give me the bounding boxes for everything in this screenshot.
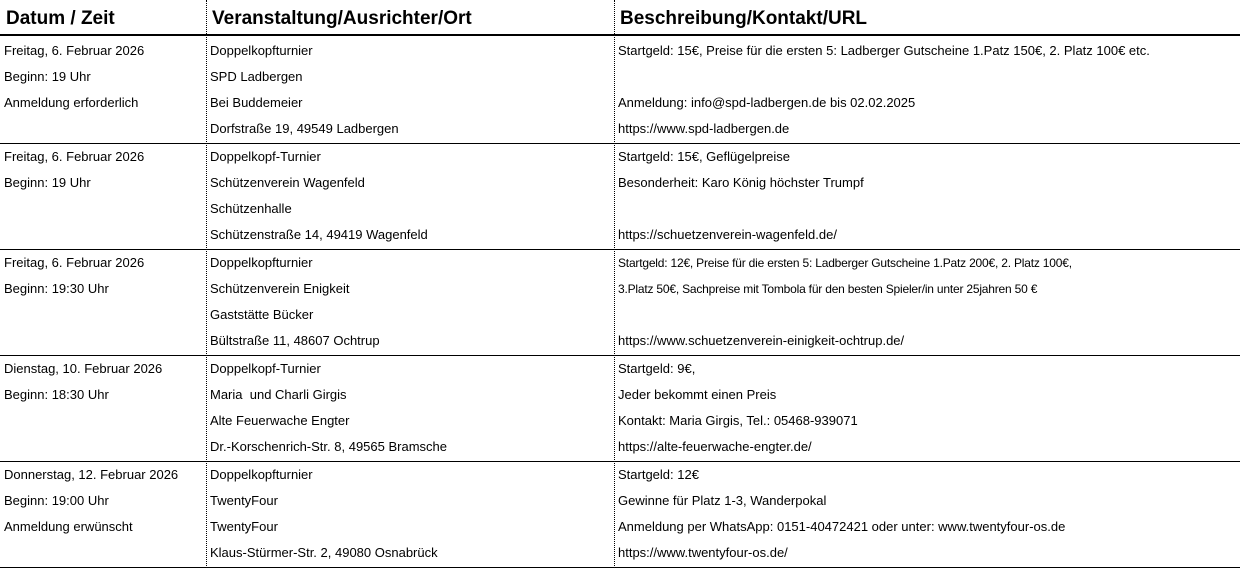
header-beschreibung: Beschreibung/Kontakt/URL xyxy=(620,8,868,29)
event-line: Dorfstraße 19, 49549 Ladbergen xyxy=(210,121,399,136)
event-line: Doppelkopfturnier xyxy=(210,467,313,482)
event-line: Dr.-Korschenrich-Str. 8, 49565 Bramsche xyxy=(210,439,447,454)
event-line: TwentyFour xyxy=(210,493,278,508)
event-row xyxy=(0,356,1240,462)
desc-line: Startgeld: 9€, xyxy=(618,361,696,376)
event-line: Gaststätte Bücker xyxy=(210,307,314,322)
event-line: SPD Ladbergen xyxy=(210,69,303,84)
event-line: Doppelkopf-Turnier xyxy=(210,361,321,376)
date-line: Freitag, 6. Februar 2026 xyxy=(4,255,145,270)
desc-line xyxy=(618,64,1238,90)
header-datum-zeit: Datum / Zeit xyxy=(6,8,115,29)
date-line xyxy=(4,408,202,434)
desc-line: Kontakt: Maria Girgis, Tel.: 05468-939071 xyxy=(618,413,858,428)
desc-line xyxy=(618,196,1238,222)
desc-line: Startgeld: 15€, Geflügelpreise xyxy=(618,149,790,164)
event-row xyxy=(0,144,1240,250)
event-line: Klaus-Stürmer-Str. 2, 49080 Osnabrück xyxy=(210,545,438,560)
desc-line: Jeder bekommt einen Preis xyxy=(618,387,777,402)
desc-line: Startgeld: 15€, Preise für die ersten 5: Ladberger Gutscheine 1.Patz 150€, 2. Platz 100€ etc. xyxy=(618,43,1150,58)
date-line: Donnerstag, 12. Februar 2026 xyxy=(4,467,179,482)
desc-line xyxy=(618,302,1238,328)
date-line xyxy=(4,196,202,222)
desc-line: Besonderheit: Karo König höchster Trumpf xyxy=(618,175,864,190)
desc-line: Startgeld: 12€, Preise für die ersten 5: Ladberger Gutscheine 1.Patz 200€, 2. Platz 100€, xyxy=(618,256,1072,270)
date-line xyxy=(4,222,202,248)
event-row xyxy=(0,38,1240,144)
desc-line: Gewinne für Platz 1-3, Wanderpokal xyxy=(618,493,827,508)
date-line: Dienstag, 10. Februar 2026 xyxy=(4,361,163,376)
event-line: Schützenstraße 14, 49419 Wagenfeld xyxy=(210,227,428,242)
desc-line: 3.Platz 50€, Sachpreise mit Tombola für den besten Spieler/in unter 25jahren 50 € xyxy=(618,282,1038,296)
event-line: Schützenverein Wagenfeld xyxy=(210,175,365,190)
header-veranstaltung: Veranstaltung/Ausrichter/Ort xyxy=(212,8,472,29)
date-line xyxy=(4,540,202,566)
url-link[interactable]: https://www.twentyfour-os.de/ xyxy=(618,545,788,560)
event-line: Alte Feuerwache Engter xyxy=(210,413,350,428)
date-line: Beginn: 19:00 Uhr xyxy=(4,493,109,508)
event-row xyxy=(0,250,1240,356)
date-line: Freitag, 6. Februar 2026 xyxy=(4,43,145,58)
date-line: Beginn: 19 Uhr xyxy=(4,175,91,190)
event-line: Doppelkopfturnier xyxy=(210,43,313,58)
date-line xyxy=(4,328,202,354)
url-link[interactable]: https://www.schuetzenverein-einigkeit-ochtrup.de/ xyxy=(618,333,905,348)
date-line xyxy=(4,116,202,142)
desc-line: Startgeld: 12€ xyxy=(618,467,699,482)
event-row xyxy=(0,462,1240,568)
date-line: Anmeldung erforderlich xyxy=(4,95,139,110)
event-line: Doppelkopf-Turnier xyxy=(210,149,321,164)
event-line: Bei Buddemeier xyxy=(210,95,303,110)
event-line: Maria und Charli Girgis xyxy=(210,387,347,402)
desc-line: Anmeldung per WhatsApp: 0151-40472421 oder unter: www.twentyfour-os.de xyxy=(618,519,1066,534)
event-line: Bültstraße 11, 48607 Ochtrup xyxy=(210,333,380,348)
url-link[interactable]: https://www.spd-ladbergen.de xyxy=(618,121,790,136)
desc-line: Anmeldung: info@spd-ladbergen.de bis 02.02.2025 xyxy=(618,95,916,110)
date-line: Freitag, 6. Februar 2026 xyxy=(4,149,145,164)
event-line: Schützenverein Enigkeit xyxy=(210,281,350,296)
date-line xyxy=(4,302,202,328)
url-link[interactable]: https://alte-feuerwache-engter.de/ xyxy=(618,439,812,454)
date-line: Beginn: 18:30 Uhr xyxy=(4,387,109,402)
event-line: Doppelkopfturnier xyxy=(210,255,313,270)
date-line xyxy=(4,434,202,460)
event-line: Schützenhalle xyxy=(210,201,292,216)
header-row xyxy=(0,0,1240,36)
date-line: Beginn: 19 Uhr xyxy=(4,69,91,84)
date-line: Beginn: 19:30 Uhr xyxy=(4,281,109,296)
date-line: Anmeldung erwünscht xyxy=(4,519,133,534)
event-line: TwentyFour xyxy=(210,519,278,534)
url-link[interactable]: https://schuetzenverein-wagenfeld.de/ xyxy=(618,227,837,242)
